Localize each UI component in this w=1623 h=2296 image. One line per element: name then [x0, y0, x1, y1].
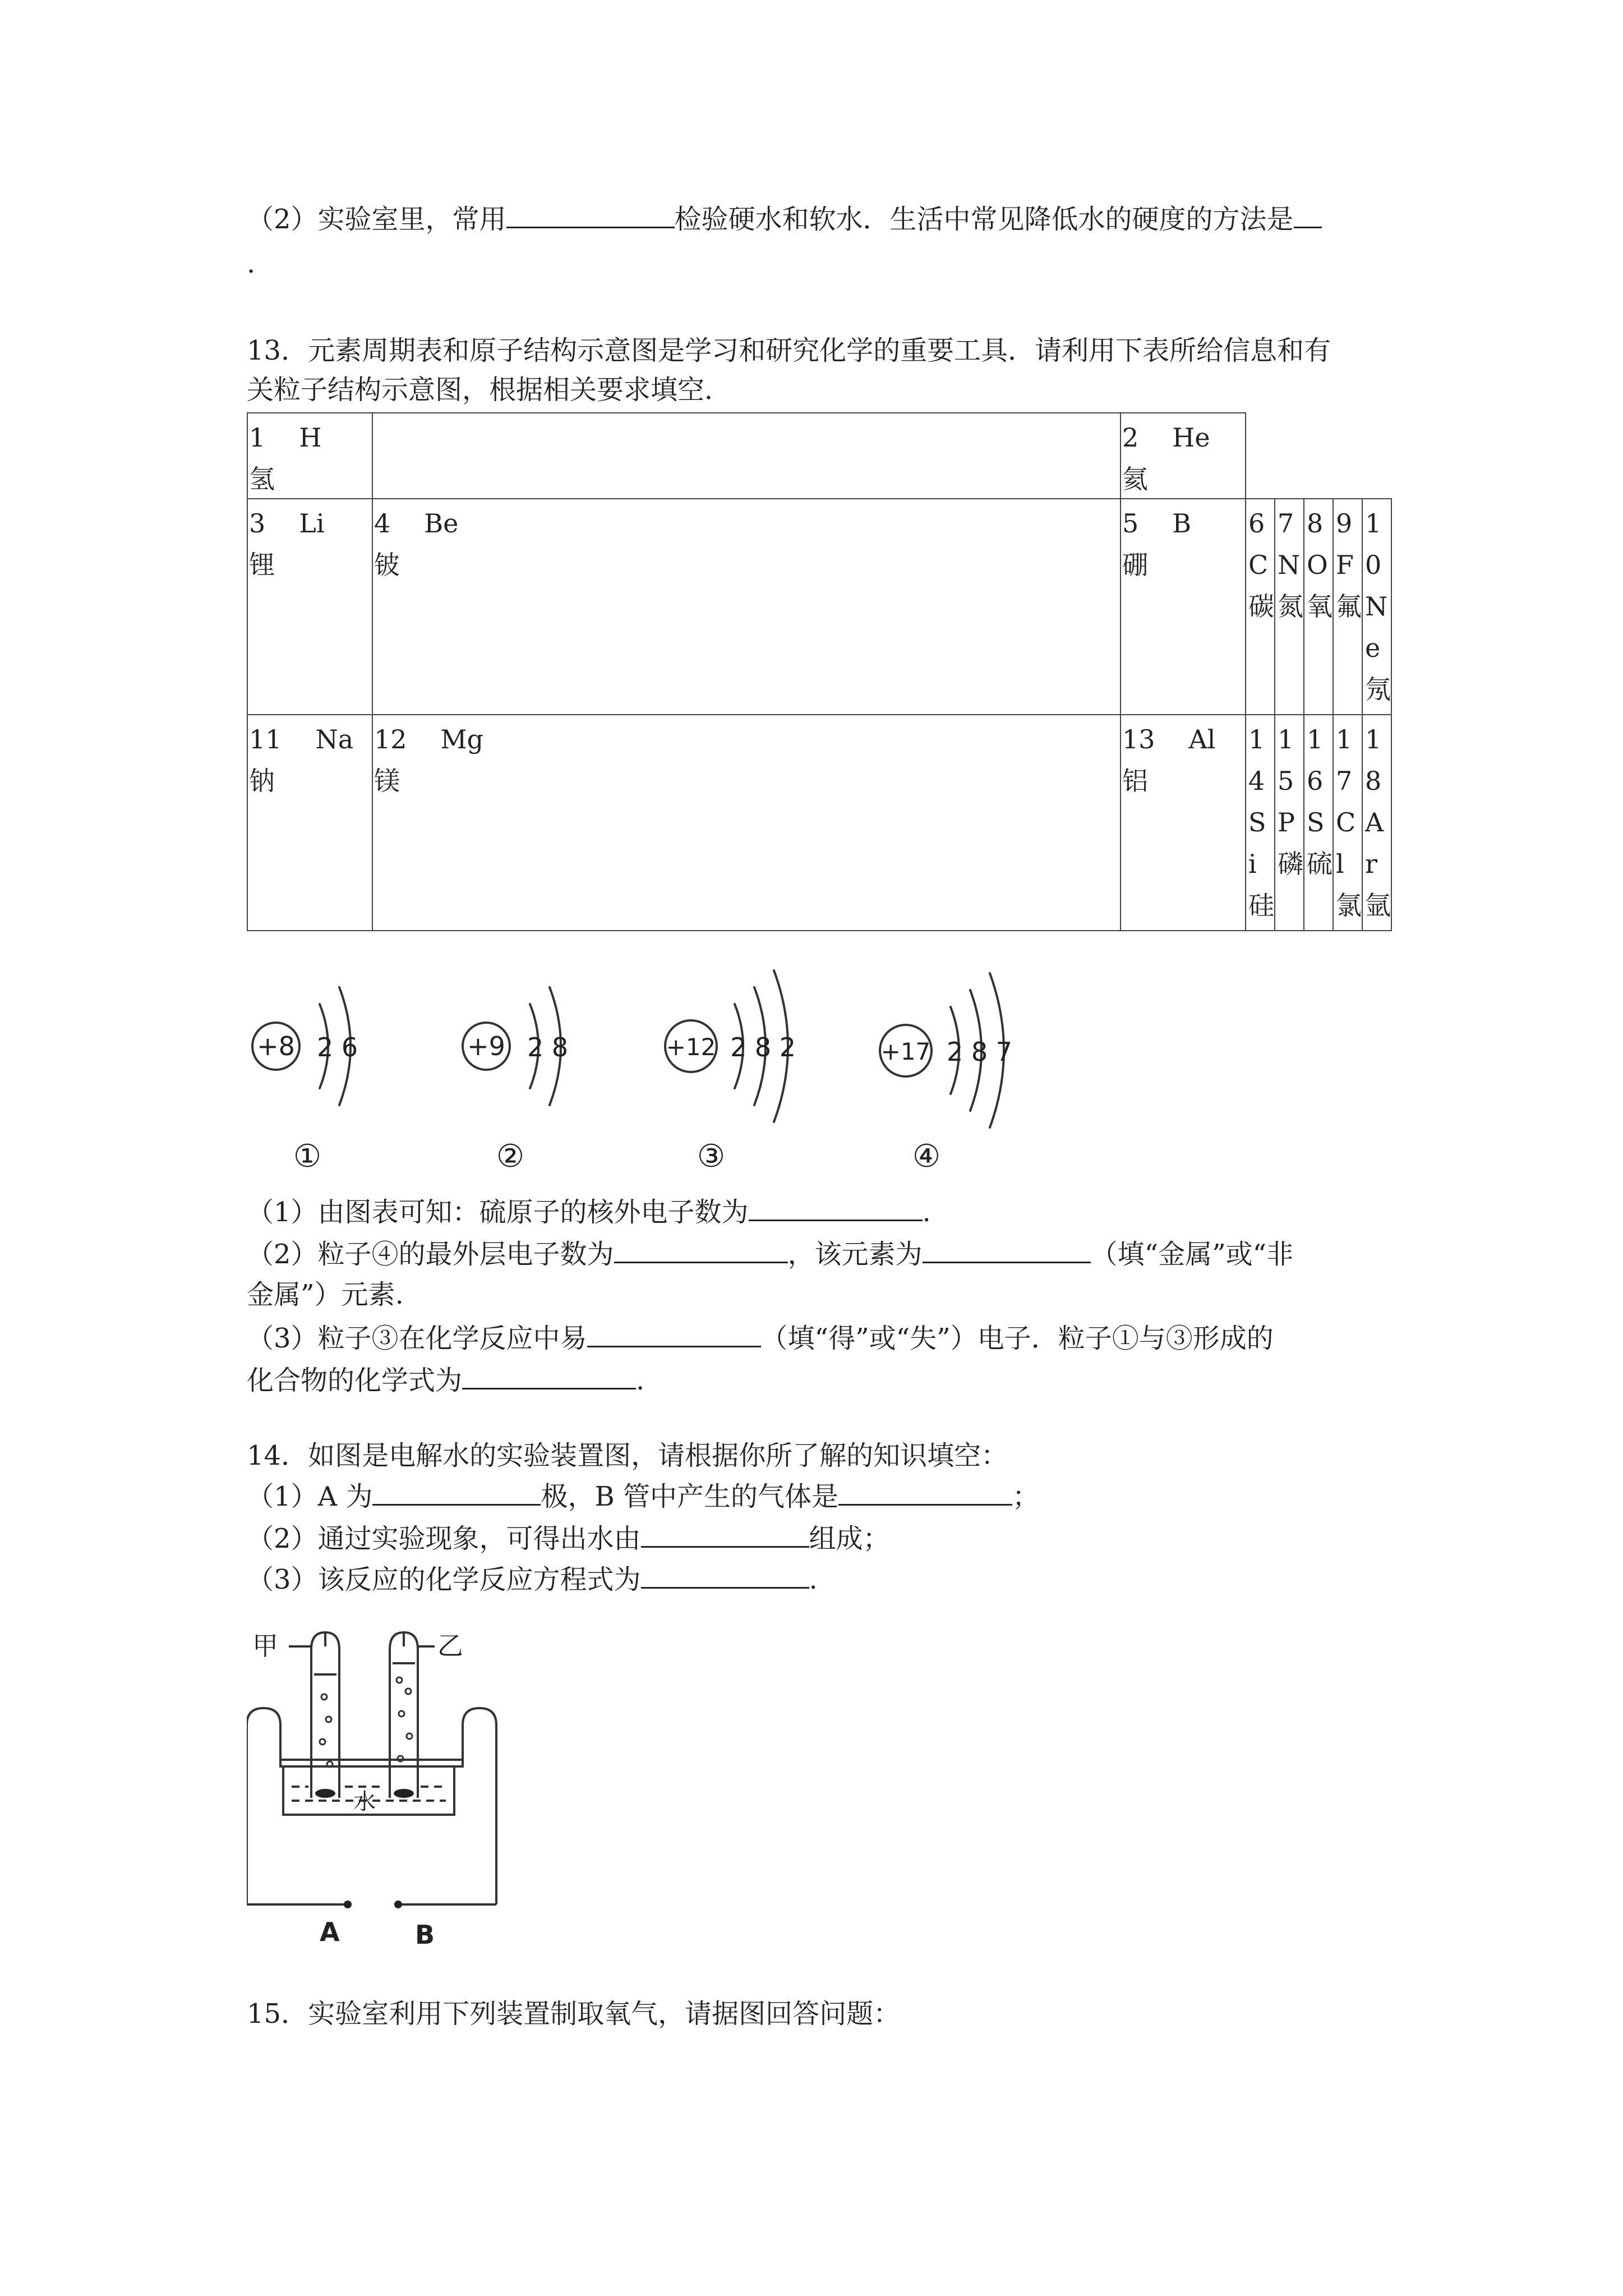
element-cell-cl: 1 7 C l 氯	[1332, 714, 1363, 931]
electron-shells: 2 6	[317, 1032, 358, 1062]
element-cell-he: 2 He 氦	[1120, 412, 1246, 499]
nucleus-charge: +9	[467, 1031, 505, 1061]
answer-blank[interactable]	[506, 202, 675, 228]
element-cell-c: 6 C 碳	[1245, 498, 1275, 715]
element-cell-be: 4 Be 铍	[372, 498, 1121, 715]
table-empty-cell	[372, 412, 1121, 499]
left-tube-label: 甲	[252, 1631, 278, 1661]
q13-stem-line1: 13．元素周期表和原子结构示意图是学习和研究化学的重要工具．请利用下表所给信息和有	[247, 335, 1331, 366]
nucleus-charge: +12	[666, 1033, 716, 1061]
q14-sub3: （3）该反应的化学反应方程式为 .	[247, 1562, 818, 1596]
answer-blank[interactable]	[587, 1321, 761, 1347]
diagram-label: ④	[912, 1138, 941, 1175]
element-cell-mg: 12 Mg 镁	[372, 714, 1121, 931]
element-cell-f: 9 F 氟	[1332, 498, 1363, 715]
q13-sub2-line2: 金属”）元素.	[247, 1279, 404, 1310]
diagram-label: ①	[293, 1138, 322, 1175]
answer-blank[interactable]	[614, 1237, 788, 1263]
element-cell-h: 1 H 氢	[247, 412, 373, 499]
element-cell-n: 7 N 氮	[1274, 498, 1304, 715]
atomic-structure-diagrams	[241, 942, 1082, 1189]
electrolysis-apparatus-figure	[247, 1630, 538, 1955]
element-cell-b: 5 B 硼	[1120, 498, 1246, 715]
answer-blank[interactable]	[923, 1237, 1091, 1263]
q14-sub1: （1）A 为 极，B 管中产生的气体是 ；	[247, 1479, 1039, 1513]
answer-blank[interactable]	[641, 1562, 809, 1589]
element-cell-li: 3 Li 锂	[247, 498, 373, 715]
nucleus-charge: +8	[257, 1031, 295, 1061]
terminal-a-label: A	[320, 1917, 340, 1947]
diagram-label: ③	[697, 1138, 726, 1175]
element-cell-al: 13 Al 铝	[1120, 714, 1246, 931]
answer-blank[interactable]	[372, 1479, 541, 1506]
nucleus-charge: +17	[880, 1038, 931, 1065]
answer-blank[interactable]	[462, 1363, 636, 1389]
right-tube-label: 乙	[437, 1631, 463, 1661]
q12-part2-line1: （2）实验室里，常用 检验硬水和软水．生活中常见降低水的硬度的方法是	[247, 202, 1322, 236]
element-cell-ne: 1 0 N e 氖	[1362, 498, 1392, 715]
q13-stem-line2: 关粒子结构示意图，根据相关要求填空．	[247, 374, 732, 406]
answer-blank[interactable]	[1294, 202, 1322, 228]
terminal-b-label: B	[415, 1920, 435, 1950]
element-cell-na: 11 Na 钠	[247, 714, 373, 931]
element-cell-s: 1 6 S 硫	[1303, 714, 1334, 931]
q12-part2-line2: .	[247, 248, 256, 279]
electron-shells: 2 8 2	[730, 1032, 796, 1062]
periodic-table	[247, 412, 1392, 931]
answer-blank[interactable]	[641, 1521, 809, 1548]
element-cell-p: 1 5 P 磷	[1274, 714, 1304, 931]
q13-sub3-line2: 化合物的化学式为 .	[247, 1363, 644, 1397]
q13-sub2-line1: （2）粒子④的最外层电子数为 ，该元素为 （填“金属”或“非	[247, 1237, 1293, 1271]
element-cell-o: 8 O 氧	[1303, 498, 1334, 715]
q13-sub1: （1）由图表可知：硫原子的核外电子数为 .	[247, 1195, 931, 1229]
electron-shells: 2 8 7	[947, 1037, 1013, 1067]
element-cell-si: 1 4 S i 硅	[1245, 714, 1275, 931]
water-label: 水	[353, 1789, 376, 1815]
electron-shells: 2 8	[527, 1032, 569, 1062]
q14-stem: 14．如图是电解水的实验装置图，请根据你所了解的知识填空：	[247, 1440, 1008, 1471]
diagram-label: ②	[496, 1138, 525, 1175]
answer-blank[interactable]	[838, 1479, 1012, 1506]
q15-stem: 15．实验室利用下列装置制取氧气，请据图回答问题：	[247, 1998, 901, 2030]
element-cell-ar: 1 8 A r 氩	[1362, 714, 1392, 931]
answer-blank[interactable]	[749, 1195, 923, 1221]
q13-sub3-line1: （3）粒子③在化学反应中易 （填“得”或“失”）电子．粒子①与③形成的	[247, 1321, 1274, 1355]
q14-sub2: （2）通过实验现象，可得出水由 组成；	[247, 1521, 890, 1556]
